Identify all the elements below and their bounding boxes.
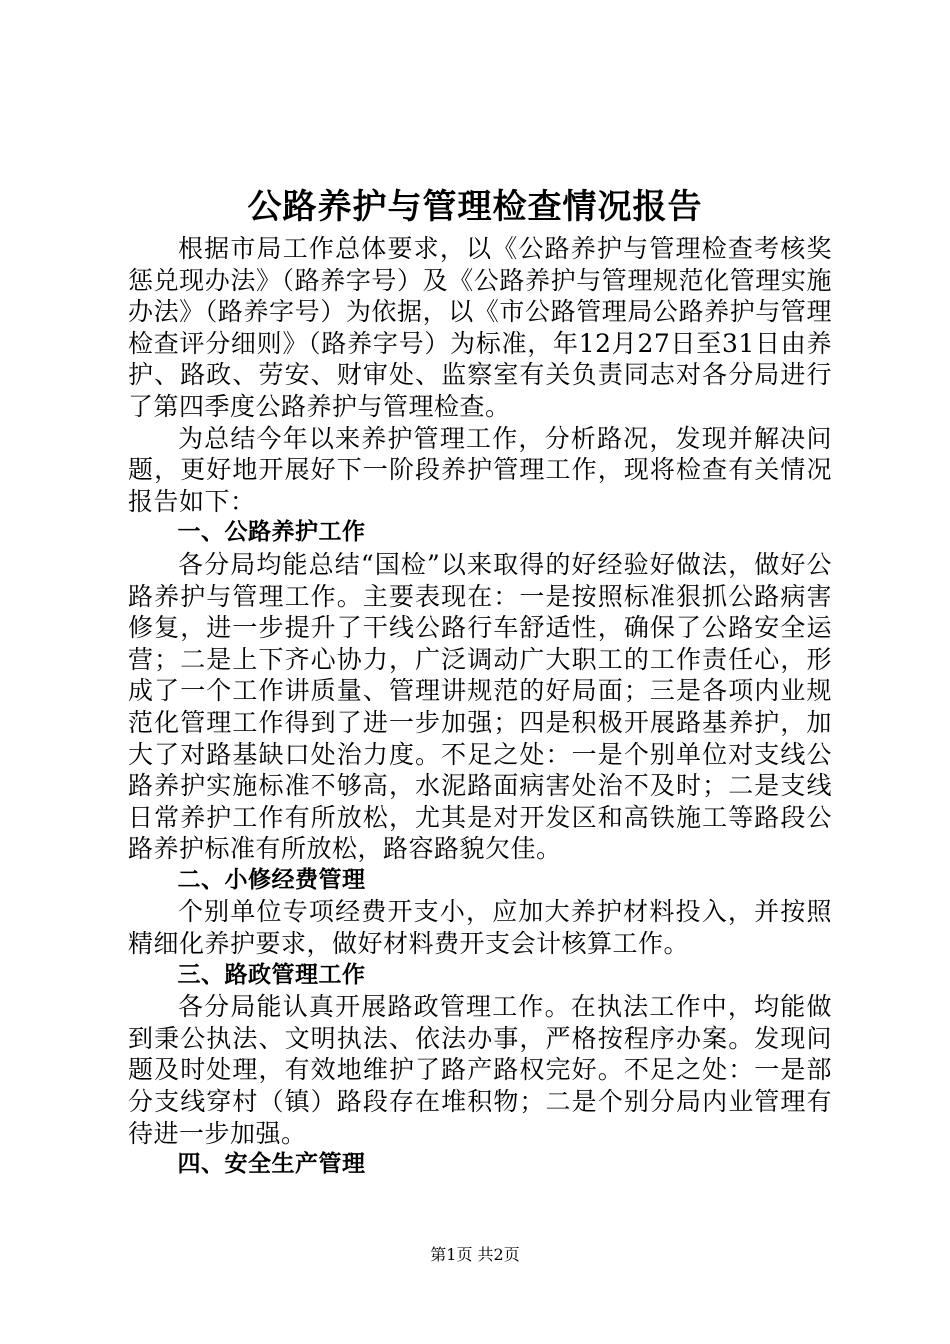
document-title: 公路养护与管理检查情况报告 <box>247 187 703 227</box>
section-heading-repair-funds: 二、小修经费管理 <box>177 866 366 893</box>
section-heading-road-maintenance: 一、公路养护工作 <box>177 519 366 546</box>
intro-paragraph-2: 为总结今年以来养护管理工作，分析路况，发现并解决问题，更好地开展好下一阶段养护管理工作，现将检查有关情况报告如下： <box>128 423 832 516</box>
document-body <box>128 233 832 1181</box>
section-text-road-maintenance: 各分局均能总结“国检”以来取得的好经验好做法，做好公路养护与管理工作。主要表现在：一是按照标准狠抓公路病害修复，进一步提升了干线公路行车舒适性，确保了公路安全运营；二是上下齐心协力，广泛调动广大职工的工作责任心，形成了一个工作讲质量、管理讲规范的好局面；三是各项内业规范化管理工作得到了进一步加强；四是积极开展路基养护，加大了对路基缺口处治力度。不足之处：一是个别单位对支线公路养护实施标准不够高，水泥路面病害处治不及时；二是支线日常养护工作有所放松，尤其是对开发区和高铁施工等路段公路养护标准有所放松，路容路貌欠佳。 <box>128 549 832 864</box>
page-footer: 第1页 共2页 <box>430 1245 520 1264</box>
section-text-road-administration: 各分局能认真开展路政管理工作。在执法工作中，均能做到秉公执法、文明执法、依法办事，严格按程序办案。发现问题及时处理，有效地维护了路产路权完好。不足之处：一是部分支线穿村（镇）路段存在堆积物；二是个别分局内业管理有待进一步加强。 <box>128 992 832 1148</box>
intro-paragraph-1: 根据市局工作总体要求，以《公路养护与管理检查考核奖惩兑现办法》（路养字号）及《公路养护与管理规范化管理实施办法》（路养字号）为依据，以《市公路管理局公路养护与管理检查评分细则》（路养字号）为标准，年12月27日至31日由养护、路政、劳安、财审处、监察室有关负责同志对各分局进行了第四季度公路养护与管理检查。 <box>128 234 832 421</box>
section-text-repair-funds: 个别单位专项经费开支小，应加大养护材料投入，并按照精细化养护要求，做好材料费开支会计核算工作。 <box>128 897 832 959</box>
section-heading-road-administration: 三、路政管理工作 <box>177 961 366 988</box>
section-heading-safety-production: 四、安全生产管理 <box>177 1151 366 1178</box>
